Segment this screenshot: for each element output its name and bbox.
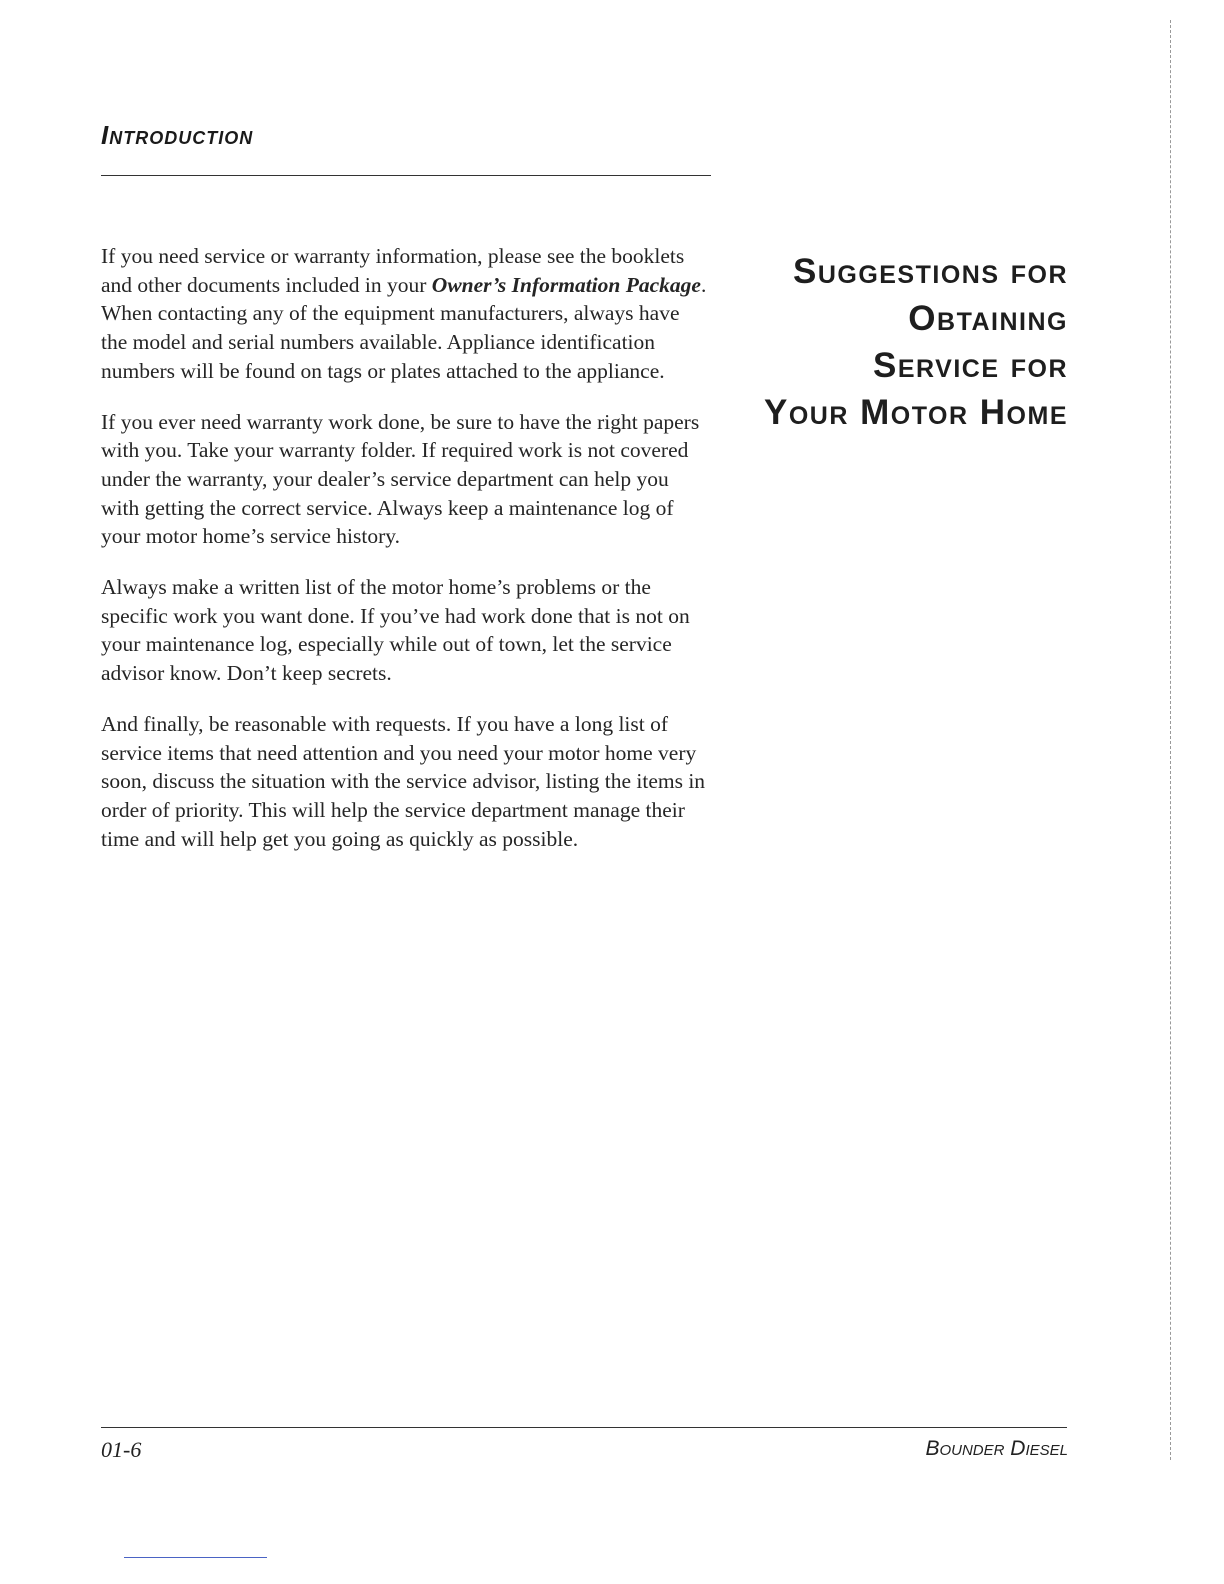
sidebar-title	[648, 248, 1068, 436]
body-text	[101, 242, 711, 875]
paragraph-service-info-end: . When contacting any of the equipment manufacturers, always have the model and serial numbers available. Appliance identification numbers will be found on tags or plates attached to the appliance.	[101, 272, 707, 383]
sidebar-title-line: Suggestions for	[792, 252, 1068, 291]
page-number: 01-6	[101, 1437, 142, 1462]
owners-package-emphasis: Owner’s Information Package	[431, 272, 701, 297]
section-header: Introduction	[101, 120, 254, 150]
header-rule	[101, 175, 711, 176]
paragraph-written-list: Always make a written list of the motor home’s problems or the specific work you want done. If you’ve had work done that is not on your maintenance log, especially while out of town, let the service advisor know. Don’t keep secrets.	[101, 575, 690, 686]
manual-name: Bounder Diesel	[925, 1437, 1068, 1460]
paragraph-service-info-start: If you need service or warranty information, please see the booklets and other documents included in your	[101, 244, 685, 297]
bottom-edge-mark	[124, 1557, 267, 1558]
footer-rule	[101, 1427, 1067, 1428]
sidebar-title-line: Service for	[873, 346, 1068, 385]
sidebar-title-line: Obtaining	[908, 299, 1068, 338]
sidebar-title-line: Your Motor Home	[764, 393, 1068, 432]
paragraph-reasonable-requests: And finally, be reasonable with requests. If you have a long list of service items that need attention and you need your motor home very soon, discuss the situation with the service advisor, listing the items in order of priority. This will help the service department manage their time and will help get you going as quickly as possible.	[101, 711, 706, 851]
paragraph-service-info	[101, 242, 711, 386]
scan-edge-line	[1170, 20, 1171, 1460]
paragraph-warranty-work: If you ever need warranty work done, be sure to have the right papers with you. Take your warranty folder. If required work is not covered under the warranty, your dealer’s service department can help you with getting the correct service. Always keep a maintenance log of your motor home’s service history.	[101, 409, 700, 549]
